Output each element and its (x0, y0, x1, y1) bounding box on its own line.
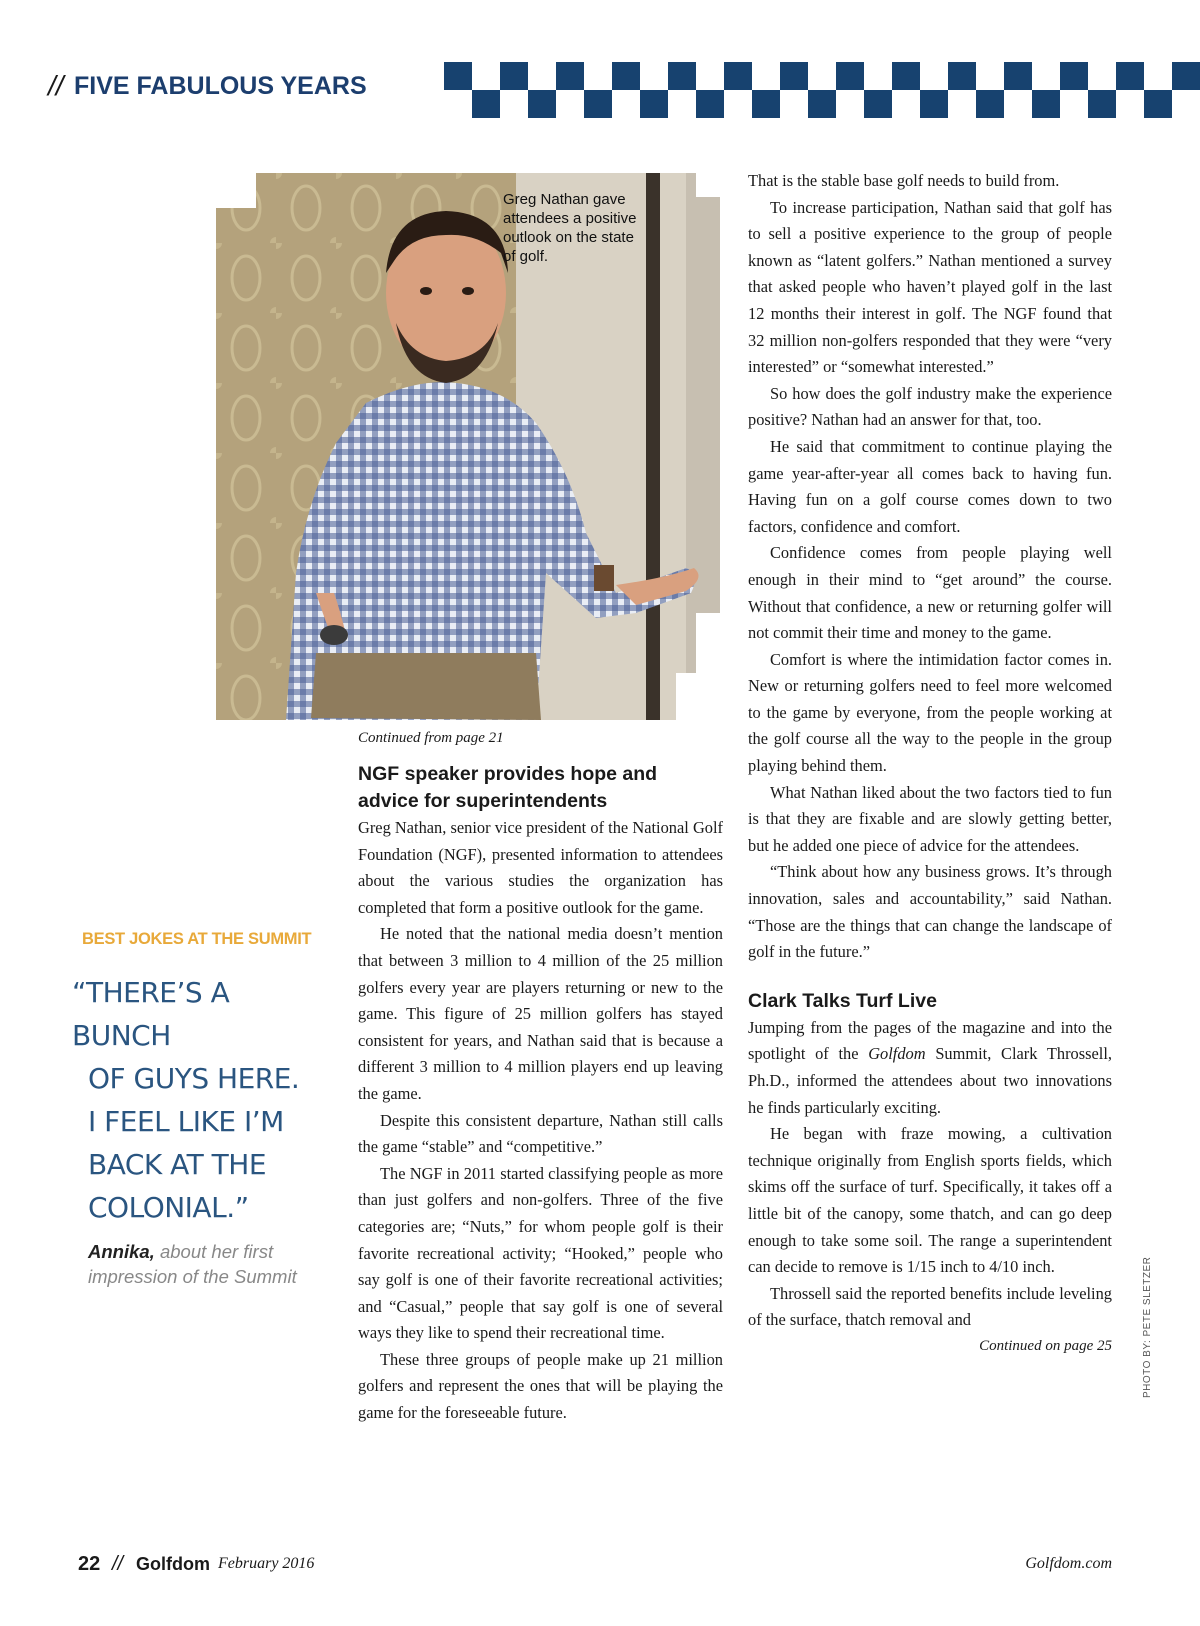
speaker-photo (216, 173, 720, 720)
paragraph: He began with fraze mowing, a cultivation technique originally from English sports fields, which skims off the surface of turf. Specifically, it takes off a little bit of the canopy, some thatch, and can go deep enough to take some soil. The range a superintendent can decide to remove is 1/15 inch to 4/10 inch. (748, 1124, 1112, 1277)
quote-line: I FEEL LIKE I’M (88, 1105, 284, 1138)
quote-line: “THERE’S A BUNCH (72, 976, 230, 1052)
paragraph: He noted that the national media doesn’t mention that between 3 million to 4 million of the 25 million golfers every year are players returning or new to the game. This figure of 25 million golfers has stayed consistent for years, and Nathan said that is because a different 3 million to 4 million players end up leaving the game. (358, 924, 723, 1103)
left-column (358, 725, 723, 1427)
checkered-banner (444, 62, 1200, 118)
attribution-text: about her first impression of the Summit (88, 1241, 297, 1287)
continued-on: Continued on page 25 (979, 1337, 1112, 1354)
pull-quote (72, 930, 328, 1289)
pull-quote-text (72, 971, 328, 1229)
photo-caption: Greg Nathan gave attendees a positive outlook on the state of golf. (503, 191, 637, 265)
text-run: Summit, Clark Throssell, Ph.D., informed the attendees about two innovations he finds particularly exciting. (748, 1044, 1112, 1117)
quote-line: BACK AT THE (88, 1148, 267, 1181)
section-title: FIVE FABULOUS YEARS (74, 72, 367, 100)
pull-quote-label: BEST JOKES AT THE SUMMIT (82, 930, 312, 948)
page-footer (78, 1553, 1112, 1583)
paragraph: Confidence comes from people playing well enough in their mind to “get around” the course. Without that confidence, a new or returning golfer will not commit their time and money to the game. (748, 543, 1112, 643)
quote-line: COLONIAL.” (88, 1191, 249, 1224)
paragraph: To increase participation, Nathan said that golf has to sell a positive experience to the group of people known as “latent golfers.” Nathan mentioned a survey that asked people who haven’t played golf in the last 12 months their interest in golf. The NGF found that 32 million non-golfers responded that they were “very interested” or “somewhat interested.” (748, 197, 1112, 377)
photo-credit: PHOTO BY: PETE SLETZER (1142, 1256, 1153, 1398)
paragraph: Comfort is where the intimidation factor comes in. New or returning golfers need to feel more welcomed to the game by everyone, from the people working at the golf course all the way to the people in the group playing behind them. (748, 649, 1112, 776)
paragraph: What Nathan liked about the two factors tied to fun is that they are fixable and are slowly getting better, but he added one piece of advice for the attendees. (748, 782, 1112, 855)
article-heading: NGF speaker provides hope and advice for superintendents (358, 763, 658, 812)
continued-from: Continued from page 21 (358, 730, 504, 746)
paragraph: Greg Nathan, senior vice president of the National Golf Foundation (NGF), presented information to attendees about the various studies the organization has completed that form a positive outlook for the game. (358, 818, 723, 917)
text-run: Jumping from the pages of the magazine and into the spotlight of the (748, 1017, 1112, 1064)
page-number: 22 (78, 1553, 101, 1575)
header-slashes: // (48, 70, 64, 101)
paragraph: He said that commitment to continue playing the game year-after-year all comes back to having fun. Having fun on a golf course comes down to two factors, confidence and comfort. (748, 436, 1112, 536)
pull-quote-attribution (88, 1239, 328, 1289)
paragraph: Despite this consistent departure, Nathan still calls the game “stable” and “competitive.” (358, 1110, 723, 1157)
issue-date: February 2016 (218, 1555, 315, 1572)
paragraph: So how does the golf industry make the experience positive? Nathan had an answer for that, too. (748, 383, 1112, 430)
paragraph: These three groups of people make up 21 million golfers and represent the ones that will be playing the game for the foreseeable future. (358, 1349, 723, 1423)
magazine-name: Golfdom (868, 1044, 926, 1064)
magazine-name: Golfdom (136, 1554, 210, 1574)
footer-slashes: // (112, 1553, 124, 1575)
paragraph: The NGF in 2011 started classifying people as more than just golfers and non-golfers. Three of the five categories are; “Nuts,” for whom people golf is their favorite recreational activity; “Hooked,” people who say golf is one of their favorite recreational activities; and “Casual,” people that say golf is one of several ways they like to spend their recreational time. (358, 1163, 723, 1343)
paragraph: Throssell said the reported benefits include leveling of the surface, thatch removal and (748, 1283, 1112, 1330)
paragraph (748, 1015, 1112, 1121)
attribution-name: Annika, (88, 1241, 155, 1262)
clark-heading: Clark Talks Turf Live (748, 989, 937, 1012)
right-column (748, 168, 1112, 1358)
website-url: Golfdom.com (1025, 1555, 1112, 1572)
paragraph: “Think about how any business grows. It’s through innovation, sales and accountability,” said Nathan. “Those are the things that can change the landscape of golf in the future.” (748, 862, 1112, 962)
paragraph: That is the stable base golf needs to build from. (748, 171, 1060, 190)
quote-line: OF GUYS HERE. (88, 1062, 300, 1095)
